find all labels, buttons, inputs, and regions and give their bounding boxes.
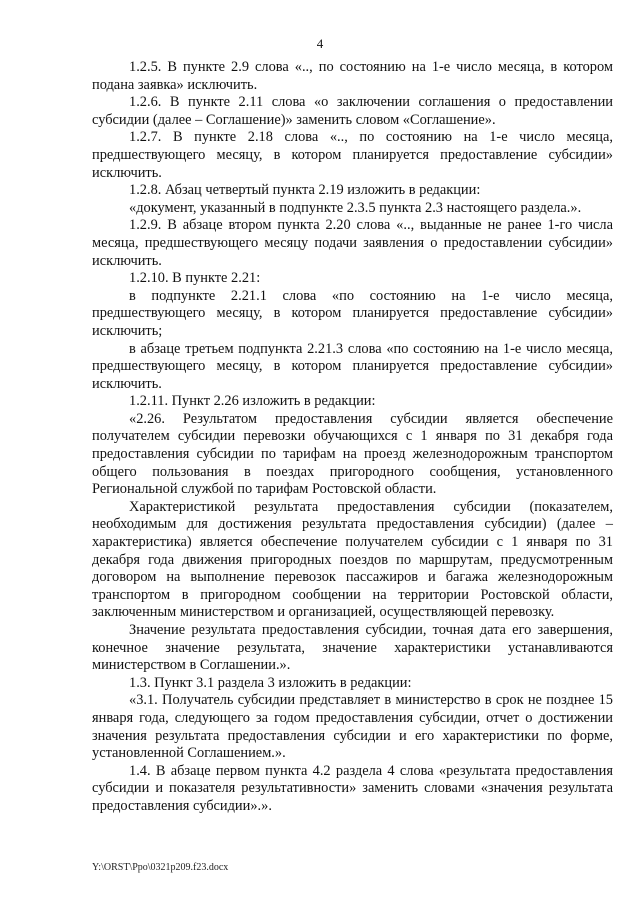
paragraph-3-1: «3.1. Получатель субсидии представляет в министерство в срок не позднее 15 января года, следующего за годом предоставления субсидии, отчет о достижении значения результата предоставления субсидии и его характеристики по форме, установленной Соглашением.». <box>92 692 613 762</box>
paragraph-2-26: «2.26. Результатом предоставления субсидии является обеспечение получателем субсидии перевозки обучающихся с 1 января по 31 декабря года предоставления субсидии по тарифам на проезд железнодорожным транспортом общего пользования в поездах пригородного сообщения, установленного Региональной службой по тарифам Ростовской области. <box>92 410 613 498</box>
paragraph-1-2-7: 1.2.7. В пункте 2.18 слова «.., по состоянию на 1-е число месяца, предшествующего месяцу, в котором планируется предоставление субсидии» исключить. <box>92 129 613 181</box>
paragraph-1-2-9: 1.2.9. В абзаце втором пункта 2.20 слова «.., выданные не ранее 1-го числа месяца, предшествующего месяцу подачи заявления о предоставлении субсидии» исключить. <box>92 217 613 269</box>
paragraph-result-value: Значение результата предоставления субсидии, точная дата его завершения, конечное значение результата, значение характеристики устанавливаются министерством в Соглашении.». <box>92 622 613 674</box>
paragraph-1-2-8: 1.2.8. Абзац четвертый пункта 2.19 изложить в редакции: <box>129 182 481 199</box>
paragraph-1-2-11: 1.2.11. Пункт 2.26 изложить в редакции: <box>129 393 376 410</box>
paragraph-1-2-6: 1.2.6. В пункте 2.11 слова «о заключении соглашения о предоставлении субсидии (далее – Соглашение)» заменить словом «Соглашение». <box>92 94 613 128</box>
paragraph-1-4: 1.4. В абзаце первом пункта 4.2 раздела 4 слова «результата предоставления субсидии и показателя результативности» заменить словами «значения результата предоставления субсидии».». <box>92 762 613 814</box>
paragraph-characteristic: Характеристикой результата предоставления субсидии (показателем, необходимым для достижения результата предоставления субсидии) (далее – характеристика) является обеспечение получателем субсидии с 1 января по 31 декабря года движения пригородных поездов по маршрутам, предусмотренным договором на выполнение перевозок пассажиров и багажа железнодорожным транспортом в пригородном сообщении на территории Ростовской области, заключенным министерством и организацией, осуществляющей перевозку. <box>92 498 613 621</box>
paragraph-1-3: 1.3. Пункт 3.1 раздела 3 изложить в редакции: <box>129 674 412 691</box>
document-body <box>92 59 613 816</box>
paragraph-1-2-8-text: «документ, указанный в подпункте 2.3.5 пункта 2.3 настоящего раздела.». <box>129 199 582 216</box>
paragraph-1-2-10-sub2: в абзаце третьем подпункта 2.21.3 слова «по состоянию на 1-е число месяца, предшествующего месяцу, в котором планируется предоставление субсидии» исключить. <box>92 340 613 392</box>
page-number: 4 <box>316 36 324 51</box>
paragraph-1-2-10-sub1: в подпункте 2.21.1 слова «по состоянию на 1-е число месяца, предшествующего месяцу, в котором планируется предоставление субсидии» исключить; <box>92 287 613 339</box>
footer-file-path: Y:\ORST\Ppo\0321p209.f23.docx <box>92 862 229 873</box>
paragraph-1-2-10: 1.2.10. В пункте 2.21: <box>129 270 261 287</box>
paragraph-1-2-5: 1.2.5. В пункте 2.9 слова «.., по состоянию на 1-е число месяца, в котором подана заявка» исключить. <box>92 59 613 93</box>
